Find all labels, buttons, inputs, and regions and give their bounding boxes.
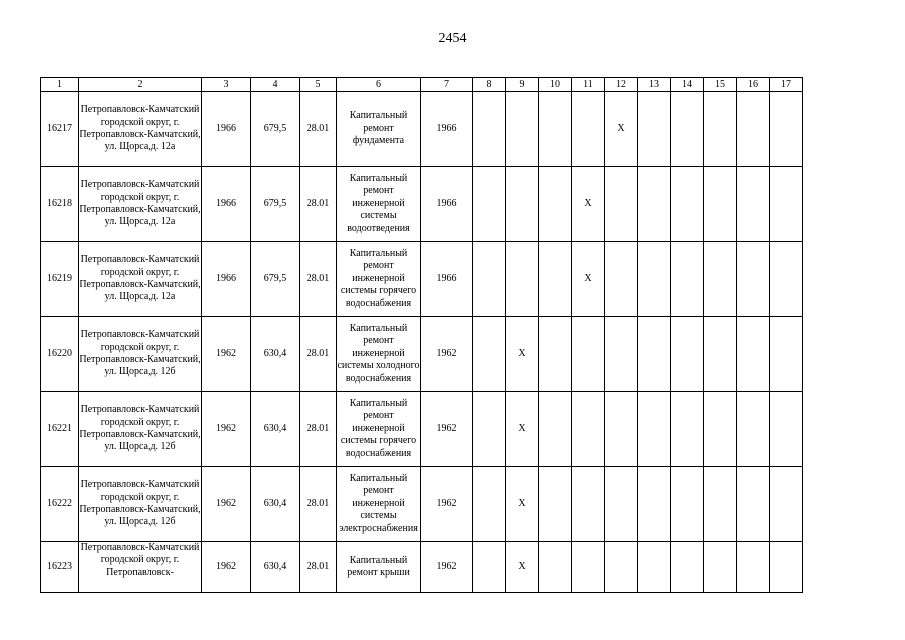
row-id: 16219 bbox=[41, 242, 79, 317]
column-header-2: 2 bbox=[79, 78, 202, 92]
mark-cell-col-12 bbox=[605, 467, 638, 542]
row-id: 16223 bbox=[41, 542, 79, 593]
mark-cell-col-13 bbox=[638, 392, 671, 467]
mark-cell-col-12: X bbox=[605, 92, 638, 167]
row-id: 16220 bbox=[41, 317, 79, 392]
mark-cell-col-8 bbox=[473, 392, 506, 467]
mark-cell-col-12 bbox=[605, 392, 638, 467]
column-header-13: 13 bbox=[638, 78, 671, 92]
mark-cell-col-9: X bbox=[506, 542, 539, 593]
mark-cell-col-16 bbox=[737, 317, 770, 392]
mark-cell-col-13 bbox=[638, 542, 671, 593]
column-header-4: 4 bbox=[251, 78, 300, 92]
code-cell: 28.01 bbox=[300, 317, 337, 392]
mark-cell-col-16 bbox=[737, 392, 770, 467]
mark-cell-col-11 bbox=[572, 542, 605, 593]
column-header-14: 14 bbox=[671, 78, 704, 92]
year-work-cell: 1966 bbox=[421, 92, 473, 167]
mark-cell-col-17 bbox=[770, 92, 803, 167]
mark-cell-col-17 bbox=[770, 167, 803, 242]
mark-cell-col-13 bbox=[638, 467, 671, 542]
column-header-8: 8 bbox=[473, 78, 506, 92]
mark-cell-col-8 bbox=[473, 92, 506, 167]
column-header-5: 5 bbox=[300, 78, 337, 92]
address-cell: Петропавловск-Камчатский городской округ, г. Петропавловск- bbox=[79, 542, 202, 593]
column-header-6: 6 bbox=[337, 78, 421, 92]
row-id: 16221 bbox=[41, 392, 79, 467]
mark-cell-col-15 bbox=[704, 542, 737, 593]
mark-cell-col-8 bbox=[473, 542, 506, 593]
page-number: 2454 bbox=[438, 31, 467, 46]
mark-cell-col-12 bbox=[605, 542, 638, 593]
year-work-cell: 1966 bbox=[421, 242, 473, 317]
mark-cell-col-11: X bbox=[572, 167, 605, 242]
mark-cell-col-10 bbox=[539, 242, 572, 317]
area-cell: 679,5 bbox=[251, 92, 300, 167]
column-header-7: 7 bbox=[421, 78, 473, 92]
area-cell: 630,4 bbox=[251, 542, 300, 593]
mark-cell-col-10 bbox=[539, 467, 572, 542]
code-cell: 28.01 bbox=[300, 167, 337, 242]
mark-cell-col-17 bbox=[770, 542, 803, 593]
year-work-cell: 1966 bbox=[421, 167, 473, 242]
code-cell: 28.01 bbox=[300, 467, 337, 542]
mark-cell-col-14 bbox=[671, 542, 704, 593]
mark-cell-col-16 bbox=[737, 92, 770, 167]
mark-cell-col-15 bbox=[704, 167, 737, 242]
mark-cell-col-13 bbox=[638, 242, 671, 317]
year-built-cell: 1962 bbox=[202, 392, 251, 467]
mark-cell-col-11 bbox=[572, 92, 605, 167]
registry-table bbox=[40, 77, 803, 593]
mark-cell-col-10 bbox=[539, 92, 572, 167]
mark-cell-col-17 bbox=[770, 392, 803, 467]
mark-cell-col-14 bbox=[671, 467, 704, 542]
column-header-11: 11 bbox=[572, 78, 605, 92]
mark-cell-col-14 bbox=[671, 242, 704, 317]
area-cell: 679,5 bbox=[251, 167, 300, 242]
mark-cell-col-8 bbox=[473, 167, 506, 242]
area-cell: 679,5 bbox=[251, 242, 300, 317]
work-type-cell: Капитальный ремонт инженерной системы горячего водоснабжения bbox=[337, 392, 421, 467]
work-type-cell: Капитальный ремонт крыши bbox=[337, 542, 421, 593]
mark-cell-col-14 bbox=[671, 392, 704, 467]
code-cell: 28.01 bbox=[300, 92, 337, 167]
mark-cell-col-9 bbox=[506, 167, 539, 242]
mark-cell-col-10 bbox=[539, 167, 572, 242]
address-cell: Петропавловск-Камчатский городской округ, г. Петропавловск-Камчатский, ул. Щорса,д. 12а bbox=[79, 167, 202, 242]
year-built-cell: 1966 bbox=[202, 92, 251, 167]
column-header-10: 10 bbox=[539, 78, 572, 92]
column-header-15: 15 bbox=[704, 78, 737, 92]
mark-cell-col-9 bbox=[506, 92, 539, 167]
mark-cell-col-15 bbox=[704, 242, 737, 317]
mark-cell-col-8 bbox=[473, 242, 506, 317]
header-row bbox=[41, 78, 803, 92]
year-work-cell: 1962 bbox=[421, 467, 473, 542]
mark-cell-col-9 bbox=[506, 242, 539, 317]
column-header-1: 1 bbox=[41, 78, 79, 92]
table-row bbox=[41, 542, 803, 593]
table-row bbox=[41, 92, 803, 167]
mark-cell-col-8 bbox=[473, 467, 506, 542]
table-row bbox=[41, 467, 803, 542]
table-body bbox=[41, 92, 803, 593]
mark-cell-col-16 bbox=[737, 467, 770, 542]
year-work-cell: 1962 bbox=[421, 317, 473, 392]
year-work-cell: 1962 bbox=[421, 542, 473, 593]
column-header-17: 17 bbox=[770, 78, 803, 92]
column-header-12: 12 bbox=[605, 78, 638, 92]
mark-cell-col-15 bbox=[704, 92, 737, 167]
year-work-cell: 1962 bbox=[421, 392, 473, 467]
year-built-cell: 1966 bbox=[202, 242, 251, 317]
code-cell: 28.01 bbox=[300, 242, 337, 317]
mark-cell-col-9: X bbox=[506, 467, 539, 542]
table-row bbox=[41, 392, 803, 467]
mark-cell-col-11 bbox=[572, 392, 605, 467]
year-built-cell: 1962 bbox=[202, 542, 251, 593]
mark-cell-col-16 bbox=[737, 242, 770, 317]
mark-cell-col-12 bbox=[605, 242, 638, 317]
area-cell: 630,4 bbox=[251, 467, 300, 542]
mark-cell-col-15 bbox=[704, 392, 737, 467]
area-cell: 630,4 bbox=[251, 392, 300, 467]
mark-cell-col-16 bbox=[737, 167, 770, 242]
code-cell: 28.01 bbox=[300, 542, 337, 593]
mark-cell-col-11 bbox=[572, 317, 605, 392]
mark-cell-col-12 bbox=[605, 317, 638, 392]
work-type-cell: Капитальный ремонт инженерной системы электроснабжения bbox=[337, 467, 421, 542]
mark-cell-col-17 bbox=[770, 242, 803, 317]
mark-cell-col-8 bbox=[473, 317, 506, 392]
mark-cell-col-10 bbox=[539, 392, 572, 467]
mark-cell-col-11 bbox=[572, 467, 605, 542]
year-built-cell: 1962 bbox=[202, 467, 251, 542]
address-cell: Петропавловск-Камчатский городской округ, г. Петропавловск-Камчатский, ул. Щорса,д. 12а bbox=[79, 242, 202, 317]
row-id: 16217 bbox=[41, 92, 79, 167]
mark-cell-col-17 bbox=[770, 467, 803, 542]
mark-cell-col-12 bbox=[605, 167, 638, 242]
mark-cell-col-17 bbox=[770, 317, 803, 392]
mark-cell-col-9: X bbox=[506, 392, 539, 467]
mark-cell-col-13 bbox=[638, 167, 671, 242]
mark-cell-col-15 bbox=[704, 467, 737, 542]
table-row bbox=[41, 242, 803, 317]
mark-cell-col-15 bbox=[704, 317, 737, 392]
mark-cell-col-16 bbox=[737, 542, 770, 593]
mark-cell-col-11: X bbox=[572, 242, 605, 317]
address-cell: Петропавловск-Камчатский городской округ, г. Петропавловск-Камчатский, ул. Щорса,д. 12б bbox=[79, 467, 202, 542]
column-header-16: 16 bbox=[737, 78, 770, 92]
column-header-9: 9 bbox=[506, 78, 539, 92]
column-header-3: 3 bbox=[202, 78, 251, 92]
work-type-cell: Капитальный ремонт инженерной системы водоотведения bbox=[337, 167, 421, 242]
year-built-cell: 1962 bbox=[202, 317, 251, 392]
mark-cell-col-13 bbox=[638, 317, 671, 392]
work-type-cell: Капитальный ремонт фундамента bbox=[337, 92, 421, 167]
mark-cell-col-10 bbox=[539, 542, 572, 593]
year-built-cell: 1966 bbox=[202, 167, 251, 242]
address-cell: Петропавловск-Камчатский городской округ, г. Петропавловск-Камчатский, ул. Щорса,д. 12б bbox=[79, 392, 202, 467]
row-id: 16222 bbox=[41, 467, 79, 542]
area-cell: 630,4 bbox=[251, 317, 300, 392]
table-row bbox=[41, 317, 803, 392]
mark-cell-col-9: X bbox=[506, 317, 539, 392]
address-cell: Петропавловск-Камчатский городской округ, г. Петропавловск-Камчатский, ул. Щорса,д. 12б bbox=[79, 317, 202, 392]
row-id: 16218 bbox=[41, 167, 79, 242]
mark-cell-col-14 bbox=[671, 92, 704, 167]
work-type-cell: Капитальный ремонт инженерной системы горячего водоснабжения bbox=[337, 242, 421, 317]
mark-cell-col-10 bbox=[539, 317, 572, 392]
mark-cell-col-14 bbox=[671, 167, 704, 242]
work-type-cell: Капитальный ремонт инженерной системы холодного водоснабжения bbox=[337, 317, 421, 392]
address-cell: Петропавловск-Камчатский городской округ, г. Петропавловск-Камчатский, ул. Щорса,д. 12а bbox=[79, 92, 202, 167]
table-row bbox=[41, 167, 803, 242]
mark-cell-col-13 bbox=[638, 92, 671, 167]
mark-cell-col-14 bbox=[671, 317, 704, 392]
code-cell: 28.01 bbox=[300, 392, 337, 467]
